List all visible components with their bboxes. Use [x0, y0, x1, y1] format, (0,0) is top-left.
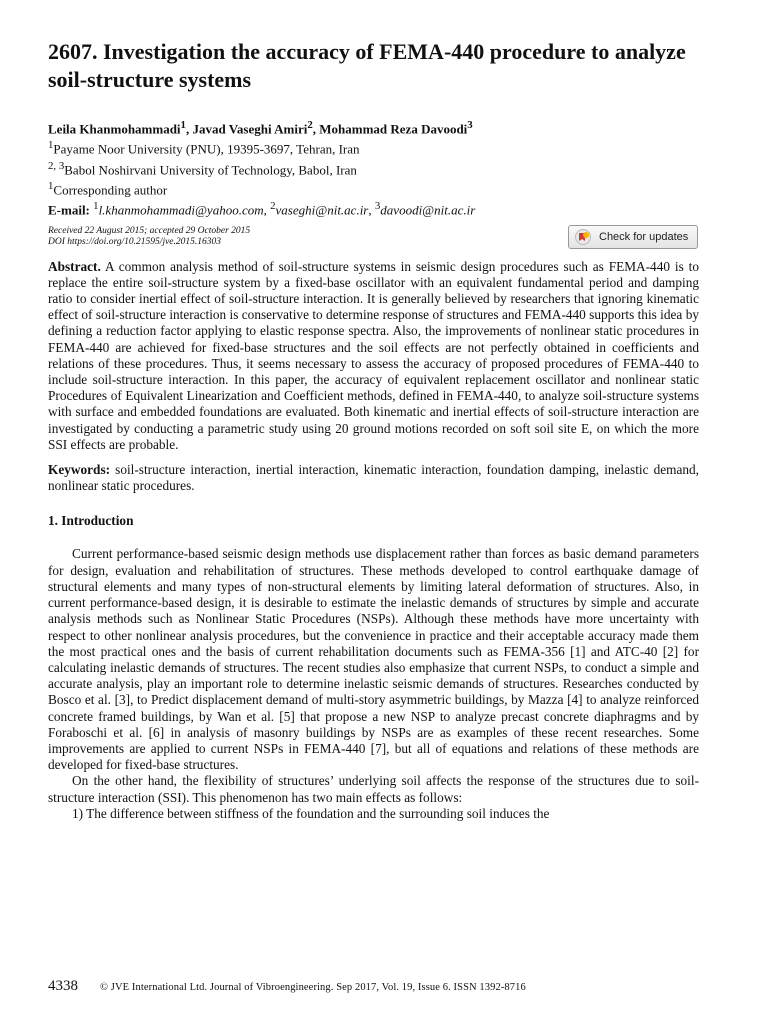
- author-sup: 3: [467, 119, 473, 131]
- abstract: [48, 259, 699, 453]
- email-link[interactable]: vaseghi@nit.ac.ir: [275, 202, 369, 218]
- affiliation: [48, 137, 699, 157]
- author-sup: 1: [180, 119, 186, 131]
- check-for-updates-button[interactable]: [568, 225, 698, 249]
- keywords-text: soil-structure interaction, inertial interaction, kinematic interaction, foundation damping, inelastic demand, nonlinear static procedures.: [48, 462, 700, 494]
- doi-link[interactable]: DOI https://doi.org/10.21595/jve.2015.16303: [48, 236, 222, 247]
- keywords-label: Keywords:: [48, 462, 111, 478]
- email-sup: 3: [374, 200, 381, 213]
- email-sup: 2: [270, 200, 276, 213]
- email-sup: 1: [93, 200, 99, 213]
- received-row: [48, 226, 699, 256]
- email-link[interactable]: l.khanmohammadi@yahoo.com: [98, 202, 264, 218]
- abstract-text: A common analysis method of soil-structure systems in seismic design procedures such as FEMA-440 is to replace the entire soil-structure system by a fixed-base oscillator with an equivalent fundamental period and damping ratio to consider inertial effect of soil-structure interaction. It is generally believed by researchers that ignoring kinematic effect of soil-structure interaction is conservative to determine response of structures and FEMA-440 supports this idea by defining a reduction factor applying to elastic response spectra. Also, the improvements of nonlinear static procedures in FEMA-440 are achieved for fixed-base structures and the soil effects are not perfectly obtained in coefficients and relations of these procedures. Thus, it seems necessary to assess the accuracy of proposed procedures of FEMA-440 to include soil-structure interaction. In this paper, the accuracy of equivalent replacement oscillator and nonlinear static Procedures of Equivalent Linearization and Coefficient methods, defined in FEMA-440, to analyze soil-structure systems with surface and embedded foundations are evaluated. Both kinematic and inertial effects of soil-structure interaction are investigated by conducting a parametric study using 20 ground motions recorded on soft soil site E, on which the more SSI effects are probable.: [48, 258, 699, 452]
- list-item: 1) The difference between stiffness of the foundation and the surrounding soil induces the: [72, 805, 550, 821]
- page-number: 4338: [48, 978, 78, 994]
- email-line: E-mail: $^1$l.khanmohammadi@yahoo.com, $^2$vaseghi@nit.ac.ir, $^3$davoodi@nit.ac.ir: [48, 200, 476, 218]
- author-name: Mohammad Reza Davoodi: [319, 121, 468, 137]
- affiliation: [48, 158, 699, 178]
- abstract-label: Abstract.: [48, 258, 101, 274]
- check-for-updates-label: Check for updates: [599, 230, 689, 243]
- affiliation-text: Payame Noor University (PNU), 19395-3697, Tehran, Iran: [53, 141, 360, 157]
- affiliation-text: Corresponding author: [53, 182, 168, 198]
- journal-citation: © JVE International Ltd. Journal of Vibroengineering. Sep 2017, Vol. 19, Issue 6. ISSN 1392-8716: [100, 982, 526, 993]
- paper-title: 2607. Investigation the accuracy of FEMA-440 procedure to analyze soil-structure systems: [48, 39, 686, 92]
- author-name: Javad Vaseghi Amiri: [192, 121, 308, 137]
- page-footer: [48, 978, 699, 995]
- email-label: E-mail:: [48, 202, 90, 218]
- paragraph: On the other hand, the flexibility of structures’ underlying soil affects the response of the structures due to soil-structure interaction (SSI). This phenomenon has two main effects as follows:: [48, 773, 699, 805]
- paragraph: Current performance-based seismic design methods use displacement rather than forces as basic demand parameters for design, evaluation and rehabilitation of structures. These methods developed to control earthquake damage of structural elements and many types of non-structural elements by limiting lateral deformation of structures. Also, in current performance-based design, it is desirable to estimate the inelastic demands of structures by simple and accurate analysis methods such as Nonlinear Static Procedures (NSPs). Although these methods have more uncertainty with respect to other nonlinear analysis procedures, but the convenience in practice and their acceptable accuracy made them the most practical ones and the basis of current rehabilitation documents such as FEMA-356 [1] and ATC-40 [2] for calculating inelastic demands of structures. The recent studies also emphasize that current NSPs, to conduct a simple and accurate analysis, play an important role to determine inelastic seismic demands of structures. Researches conducted by Bosco et al. [3], to Predict displacement demand of multi-story asymmetric buildings, by Mazza [4] to analyze reinforced concrete framed buildings, by Wan et al. [5] that propose a new NSP to analyze precast concrete diaphragms and by Foraboschi et al. [6] in analysis of masonry buildings by NSPs are as examples of these recent researches. Some improvements are applied to current NSPs in FEMA-440 [7], but all of equations and relations of these methods are developed for fixed-base structures.: [48, 546, 699, 773]
- affiliation-sup: 1: [48, 139, 54, 152]
- affiliation-sup: 1: [48, 179, 54, 192]
- check-for-updates-icon: [575, 229, 591, 245]
- author-sup: 2: [307, 119, 313, 131]
- paper-page: [48, 38, 699, 822]
- author-list: Leila Khanmohammadi$^1$, Javad Vaseghi Amiri$^2$, Mohammad Reza Davoodi$^3$: [48, 119, 473, 137]
- email-link[interactable]: davoodi@nit.ac.ir: [380, 202, 476, 218]
- author-name: Leila Khanmohammadi: [48, 121, 181, 137]
- affiliation: [48, 178, 699, 198]
- affiliation-text: Babol Noshirvani University of Technology, Babol, Iran: [64, 161, 357, 177]
- received-dates: Received 22 August 2015; accepted 29 October 2015: [48, 225, 251, 236]
- keywords: [48, 462, 699, 494]
- section-heading: 1. Introduction: [48, 513, 134, 529]
- affiliation-sup: 2, 3: [48, 159, 65, 172]
